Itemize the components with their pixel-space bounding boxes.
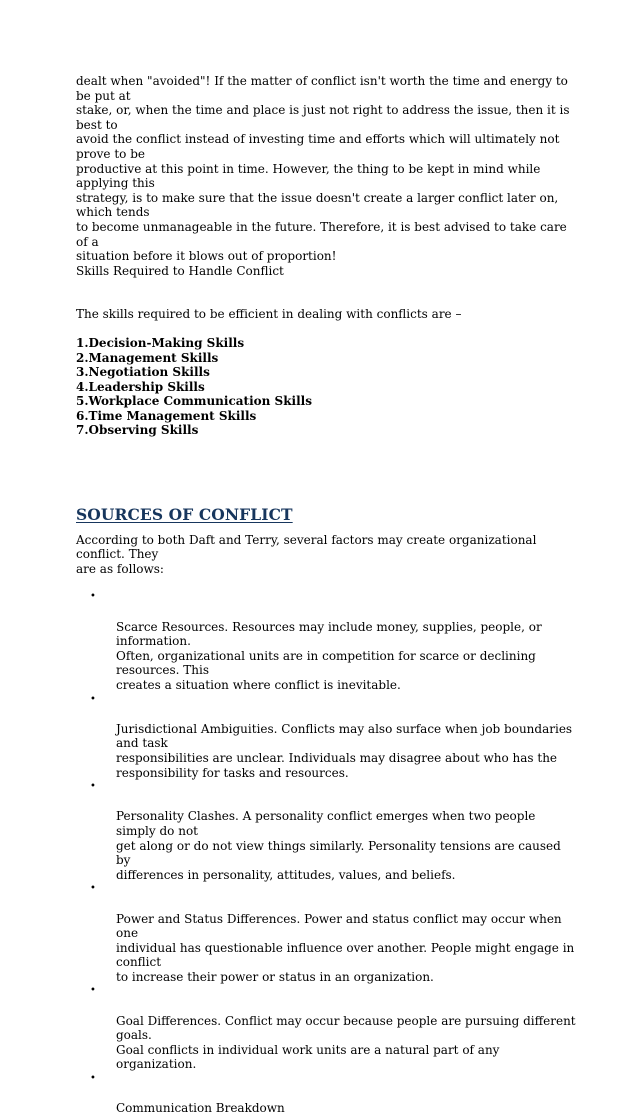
skill-item: 5.Workplace Communication Skills (76, 394, 312, 409)
skills-list (76, 336, 576, 438)
skills-intro: The skills required to be efficient in dealing with conflicts are – (76, 307, 462, 322)
list-item (76, 780, 576, 882)
skill-item: 4.Leadership Skills (76, 379, 205, 394)
skill-item: 2.Management Skills (76, 350, 219, 365)
list-item (76, 882, 576, 984)
bullet-icon: • (90, 591, 96, 603)
bullet-icon: • (90, 1073, 96, 1085)
sources-list (76, 590, 576, 1115)
list-item (76, 1072, 576, 1116)
intro-paragraph: dealt when "avoided"! If the matter of conflict isn't worth the time and energy to be put at stake, or, when the time and place is just not right to address the issue, then it is best to avoid the conflict instead of investing time and efforts which will ultimately not prove to be productive at this point in time. However, the thing to be kept in mind while applying this strategy, is to make sure that the issue doesn't create a larger conflict later on, which tends to become unmanageable in the future. Therefore, it is best advised to take care of a situation before it blows out of proportion! Skills Required to Handle Conflict (76, 74, 570, 278)
list-item (76, 693, 576, 781)
bullet-icon: • (90, 985, 96, 997)
bullet-icon: • (90, 883, 96, 895)
document-page (76, 74, 576, 1116)
list-item-text: Power and Status Differences. Power and status conflict may occur when one individual has questionable influence over another. People might engage in conflict to increase their power or status in an organization. (116, 911, 575, 984)
bullet-icon: • (90, 781, 96, 793)
list-item-text: Scarce Resources. Resources may include money, supplies, people, or information. Often, organizational units are in competition for scarce or declining resources. This creates a situation where conflict is inevitable. (116, 619, 542, 692)
list-item-text: Jurisdictional Ambiguities. Conflicts may also surface when job boundaries and task responsibilities are unclear. Individuals may disagree about who has the responsibility for tasks and resources. (116, 721, 573, 780)
skill-item: 3.Negotiation Skills (76, 365, 210, 380)
section-heading: SOURCES OF CONFLICT (76, 505, 293, 525)
skill-item: 1.Decision-Making Skills (76, 335, 245, 350)
skill-item: 6.Time Management Skills (76, 408, 257, 423)
list-item-text: Personality Clashes. A personality conflict emerges when two people simply do not get along or do not view things similarly. Personality tensions are caused by differences in personality, attitudes, values, and beliefs. (116, 809, 561, 882)
skill-item: 7.Observing Skills (76, 423, 199, 438)
list-item-text: Goal Differences. Conflict may occur because people are pursuing different goals. Goal conflicts in individual work units are a natural part of any organization. (116, 1013, 576, 1072)
list-item (76, 984, 576, 1072)
list-item-text: Communication Breakdown (116, 1101, 285, 1116)
bullet-icon: • (90, 693, 96, 705)
list-item (76, 590, 576, 692)
sources-intro: According to both Daft and Terry, several factors may create organizational conflict. They are as follows: (76, 532, 537, 576)
